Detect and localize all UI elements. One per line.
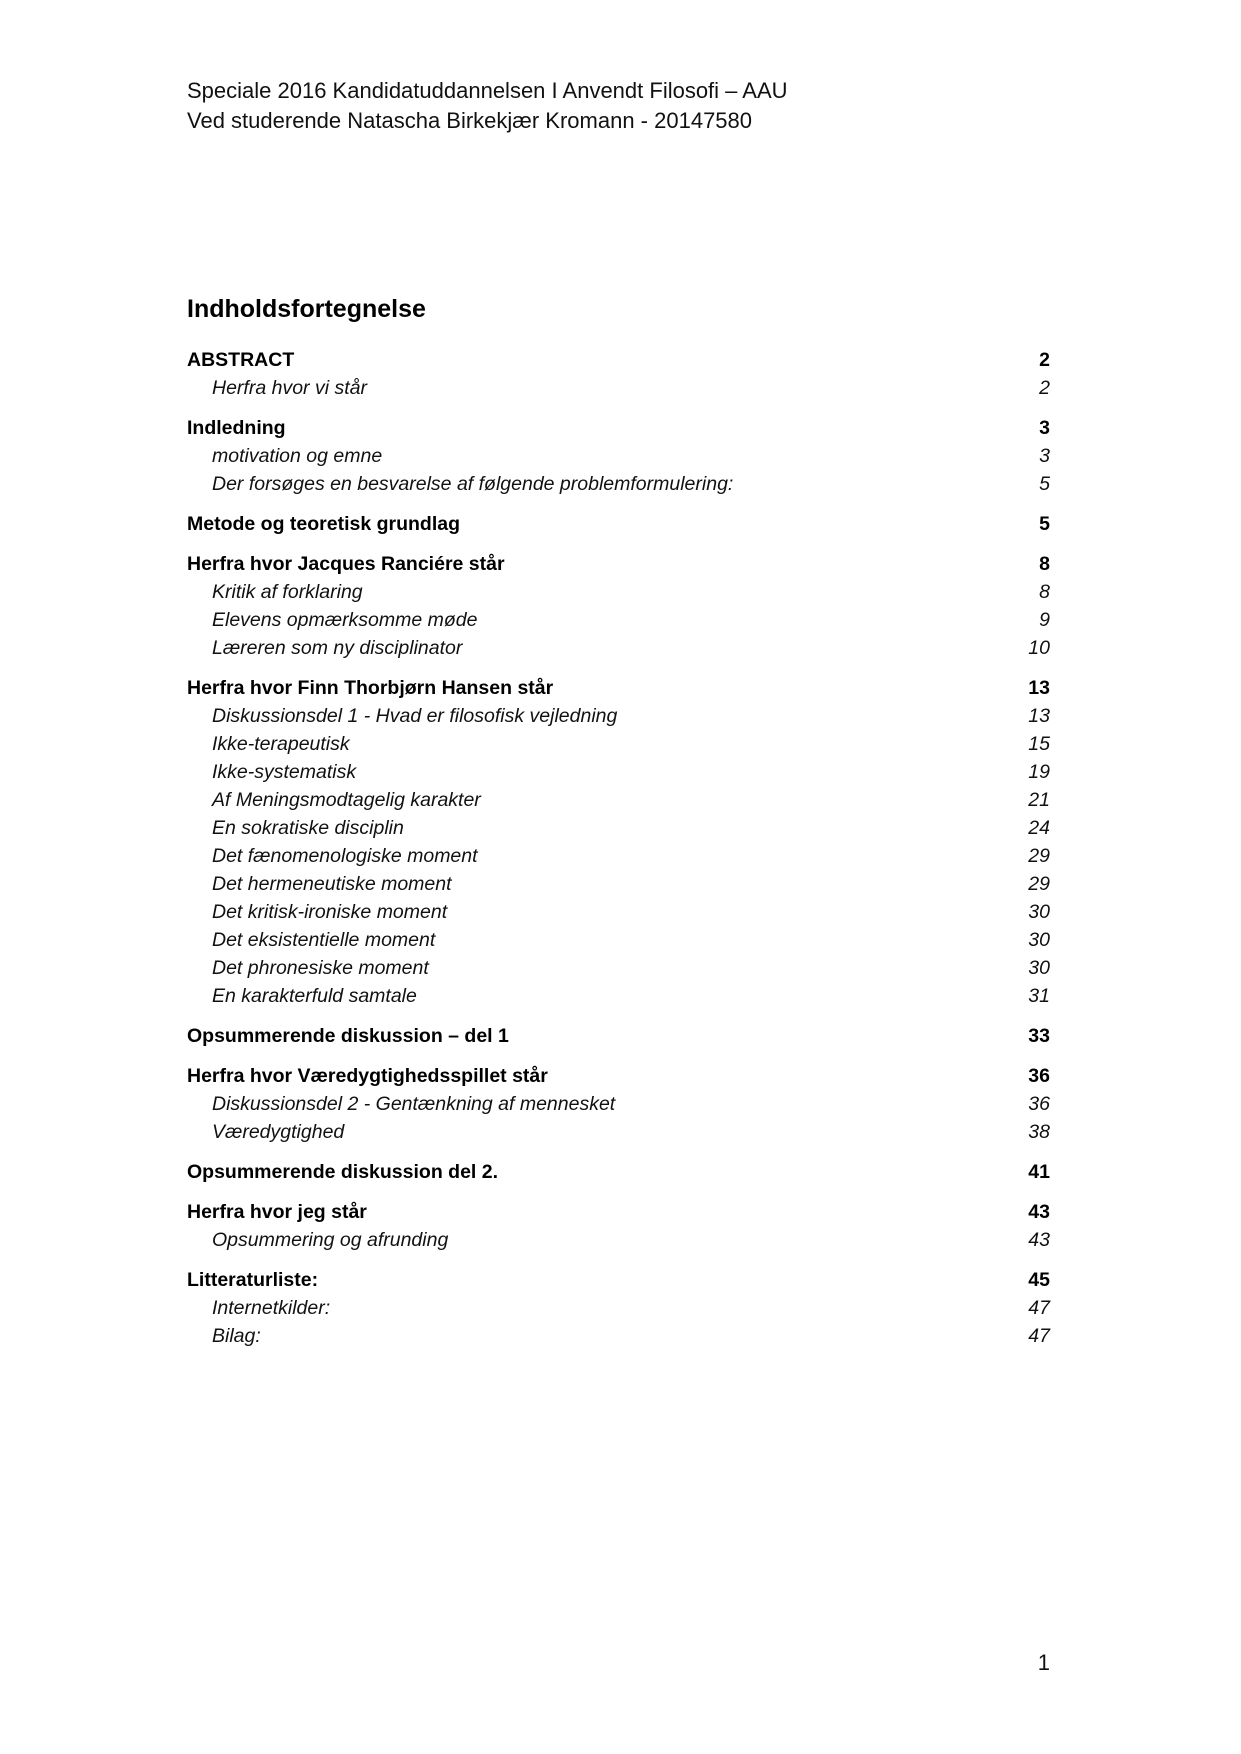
toc-entry-page: 43	[1028, 1229, 1050, 1251]
toc-entry-subheading[interactable]	[187, 814, 1050, 842]
toc-entry-label: Internetkilder:	[212, 1297, 331, 1319]
toc-entry-label: Opsummerende diskussion – del 1	[187, 1025, 509, 1047]
toc-section	[187, 674, 1050, 1010]
toc-entry-heading[interactable]	[187, 674, 1050, 702]
toc-entry-page: 43	[1028, 1201, 1050, 1223]
toc-entry-page: 38	[1028, 1121, 1050, 1143]
toc-entry-label: Det fænomenologiske moment	[212, 845, 478, 867]
toc-entry-heading[interactable]	[187, 1198, 1050, 1226]
toc-entry-label: Opsummering og afrunding	[212, 1229, 449, 1251]
toc-entry-label: Diskussionsdel 1 - Hvad er filosofisk vejledning	[212, 705, 618, 727]
toc-entry-page: 33	[1028, 1025, 1050, 1047]
toc-entry-page: 29	[1028, 845, 1050, 867]
toc-section	[187, 1022, 1050, 1050]
toc-entry-page: 30	[1028, 929, 1050, 951]
toc-entry-page: 47	[1028, 1297, 1050, 1319]
toc-entry-heading[interactable]	[187, 510, 1050, 538]
toc-entry-label: Ikke-systematisk	[212, 761, 357, 783]
toc-entry-page: 5	[1039, 513, 1050, 535]
toc-entry-subheading[interactable]	[187, 606, 1050, 634]
toc-entry-subheading[interactable]	[187, 1090, 1050, 1118]
toc-entry-page: 36	[1028, 1065, 1050, 1087]
toc-entry-page: 10	[1028, 637, 1050, 659]
toc-entry-page: 2	[1039, 377, 1050, 399]
toc-section	[187, 550, 1050, 662]
toc-entry-subheading[interactable]	[187, 442, 1050, 470]
toc-entry-label: Herfra hvor Jacques Ranciére står	[187, 553, 505, 575]
toc-entry-page: 8	[1039, 553, 1050, 575]
toc-entry-subheading[interactable]	[187, 786, 1050, 814]
toc-entry-subheading[interactable]	[187, 730, 1050, 758]
toc-entry-page: 9	[1039, 609, 1050, 631]
toc-entry-label: Elevens opmærksomme møde	[212, 609, 478, 631]
toc-entry-label: En karakterfuld samtale	[212, 985, 417, 1007]
toc-entry-label: Det kritisk-ironiske moment	[212, 901, 448, 923]
toc-entry-subheading[interactable]	[187, 702, 1050, 730]
toc-title: Indholdsfortegnelse	[187, 295, 426, 323]
toc-entry-heading[interactable]	[187, 550, 1050, 578]
toc-section	[187, 1158, 1050, 1186]
toc-entry-heading[interactable]	[187, 414, 1050, 442]
toc-entry-subheading[interactable]	[187, 578, 1050, 606]
toc-entry-label: Metode og teoretisk grundlag	[187, 513, 461, 535]
toc-entry-page: 5	[1039, 473, 1050, 495]
toc-entry-subheading[interactable]	[187, 1226, 1050, 1254]
toc-entry-page: 8	[1039, 581, 1050, 603]
toc-entry-label: Herfra hvor Finn Thorbjørn Hansen står	[187, 677, 554, 699]
toc-entry-page: 19	[1028, 761, 1050, 783]
toc-entry-page: 2	[1039, 349, 1050, 371]
toc-entry-subheading[interactable]	[187, 1118, 1050, 1146]
toc-entry-label: Bilag:	[212, 1325, 261, 1347]
toc-entry-subheading[interactable]	[187, 954, 1050, 982]
toc-entry-page: 24	[1028, 817, 1050, 839]
toc-entry-label: Det phronesiske moment	[212, 957, 429, 979]
toc-section	[187, 1198, 1050, 1254]
toc-entry-subheading[interactable]	[187, 982, 1050, 1010]
toc-entry-page: 47	[1028, 1325, 1050, 1347]
toc-section	[187, 1266, 1050, 1350]
toc-section	[187, 346, 1050, 402]
toc-entry-page: 41	[1028, 1161, 1050, 1183]
document-header	[187, 76, 788, 136]
toc-entry-label: Litteraturliste:	[187, 1269, 319, 1291]
toc-entry-page: 3	[1039, 417, 1050, 439]
toc-entry-label: Læreren som ny disciplinator	[212, 637, 463, 659]
toc-entry-heading[interactable]	[187, 1158, 1050, 1186]
toc-entry-heading[interactable]	[187, 1062, 1050, 1090]
toc-entry-subheading[interactable]	[187, 470, 1050, 498]
toc-entry-subheading[interactable]	[187, 898, 1050, 926]
toc-section	[187, 1062, 1050, 1146]
toc-entry-label: motivation og emne	[212, 445, 383, 467]
toc-entry-label: Det hermeneutiske moment	[212, 873, 452, 895]
toc-entry-page: 30	[1028, 901, 1050, 923]
table-of-contents	[187, 346, 1050, 1362]
toc-entry-page: 15	[1028, 733, 1050, 755]
toc-entry-label: Opsummerende diskussion del 2.	[187, 1161, 499, 1183]
header-line-2: Ved studerende Natascha Birkekjær Kromann - 20147580	[187, 108, 753, 133]
toc-entry-label: Herfra hvor vi står	[212, 377, 367, 399]
toc-entry-label: Af Meningsmodtagelig karakter	[212, 789, 481, 811]
toc-entry-page: 13	[1028, 705, 1050, 727]
toc-entry-subheading[interactable]	[187, 1294, 1050, 1322]
toc-entry-label: En sokratiske disciplin	[212, 817, 404, 839]
toc-entry-label: ABSTRACT	[187, 349, 295, 371]
toc-entry-subheading[interactable]	[187, 926, 1050, 954]
toc-entry-label: Herfra hvor jeg står	[187, 1201, 367, 1223]
toc-entry-label: Der forsøges en besvarelse af følgende problemformulering:	[212, 473, 734, 495]
toc-entry-label: Herfra hvor Væredygtighedsspillet står	[187, 1065, 548, 1087]
page-number: 1	[1037, 1650, 1050, 1675]
header-line-1: Speciale 2016 Kandidatuddannelsen I Anvendt Filosofi – AAU	[187, 78, 788, 103]
toc-entry-label: Ikke-terapeutisk	[212, 733, 350, 755]
toc-entry-page: 3	[1039, 445, 1050, 467]
toc-entry-page: 13	[1028, 677, 1050, 699]
toc-section	[187, 414, 1050, 498]
toc-entry-heading[interactable]	[187, 1022, 1050, 1050]
toc-entry-page: 30	[1028, 957, 1050, 979]
toc-entry-label: Diskussionsdel 2 - Gentænkning af mennesket	[212, 1093, 616, 1115]
toc-entry-label: Kritik af forklaring	[212, 581, 363, 603]
toc-entry-heading[interactable]	[187, 1266, 1050, 1294]
toc-entry-page: 36	[1028, 1093, 1050, 1115]
toc-entry-heading[interactable]	[187, 346, 1050, 374]
toc-section	[187, 510, 1050, 538]
toc-entry-page: 21	[1028, 789, 1050, 811]
toc-entry-page: 45	[1028, 1269, 1050, 1291]
toc-entry-subheading[interactable]	[187, 870, 1050, 898]
toc-entry-subheading[interactable]	[187, 758, 1050, 786]
toc-entry-page: 29	[1028, 873, 1050, 895]
toc-entry-subheading[interactable]	[187, 374, 1050, 402]
toc-entry-page: 31	[1028, 985, 1050, 1007]
toc-entry-subheading[interactable]	[187, 1322, 1050, 1350]
toc-entry-subheading[interactable]	[187, 842, 1050, 870]
toc-entry-label: Indledning	[187, 417, 286, 439]
toc-entry-label: Væredygtighed	[212, 1121, 345, 1143]
toc-entry-subheading[interactable]	[187, 634, 1050, 662]
toc-entry-label: Det eksistentielle moment	[212, 929, 436, 951]
